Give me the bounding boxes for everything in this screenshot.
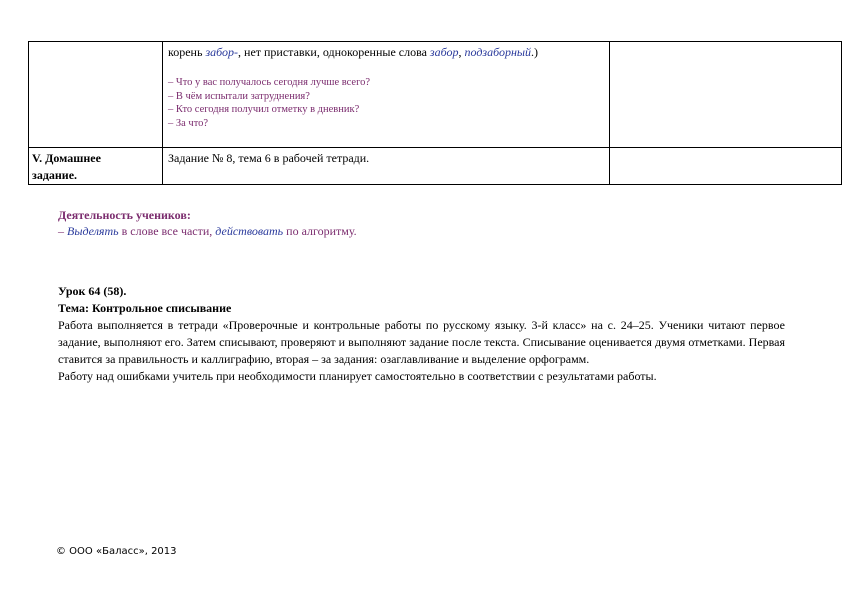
morpheme-text xyxy=(168,45,609,59)
text-part: , нет приставки, однокоренные слова xyxy=(238,45,430,59)
text-part: , xyxy=(458,45,465,59)
reflection-question: – Кто сегодня получил отметку в дневник? xyxy=(168,104,360,116)
activity-text-part: по алгоритму. xyxy=(283,224,357,238)
homework-label: V. Домашнее xyxy=(32,151,101,165)
text-part-italic: подзаборный xyxy=(464,45,532,59)
table-cell-label xyxy=(29,42,163,148)
activity-text-part: в слове все части, xyxy=(118,224,216,238)
lesson-section xyxy=(58,283,785,385)
table-cell-notes xyxy=(610,148,842,185)
table-row xyxy=(29,42,842,148)
table-cell-content xyxy=(163,148,610,185)
reflection-question: – За что? xyxy=(168,117,209,129)
activity-verb: действовать xyxy=(215,224,284,238)
table-cell-label xyxy=(29,148,163,185)
activity-text xyxy=(58,223,778,239)
table-row xyxy=(29,148,842,185)
lesson-paragraph: Работа выполняется в тетради «Проверочные и контрольные работы по русскому языку. 3-й класс» на с. 24–25. Ученики читают первое задание, выполняют его. Затем списывают, проверяют и выполняют задание после текста. Списывание оценивается двумя отметками. Первая ставится за правильность и каллиграфию, вторая – за задания: озаглавливание и выделение орфограмм. xyxy=(58,318,785,366)
dash: – xyxy=(58,224,67,238)
table-cell-notes xyxy=(610,42,842,148)
lesson-table xyxy=(28,41,842,185)
text-part-italic: забор- xyxy=(205,45,239,59)
reflection-question: – В чём испытали затруднения? xyxy=(168,90,310,102)
lesson-paragraph: Работу над ошибками учитель при необходимости планирует самостоятельно в соответствии с результатами работы. xyxy=(58,369,657,383)
activity-verb: Выделять xyxy=(67,224,119,238)
table-cell-content xyxy=(163,42,610,148)
text-part-italic: забор xyxy=(429,45,459,59)
reflection-question: – Что у вас получалось сегодня лучше всего? xyxy=(168,77,371,88)
text-part: корень xyxy=(168,45,206,59)
activity-title: Деятельность учеников: xyxy=(58,208,191,222)
lesson-topic: Тема: Контрольное списывание xyxy=(58,301,232,315)
text-part: .) xyxy=(531,45,539,59)
homework-text: Задание № 8, тема 6 в рабочей тетради. xyxy=(168,151,370,165)
lesson-number: Урок 64 (58). xyxy=(58,284,127,298)
homework-label: задание. xyxy=(32,168,78,182)
copyright-footer: © ООО «Баласс», 2013 xyxy=(56,546,177,557)
student-activity xyxy=(58,207,778,239)
